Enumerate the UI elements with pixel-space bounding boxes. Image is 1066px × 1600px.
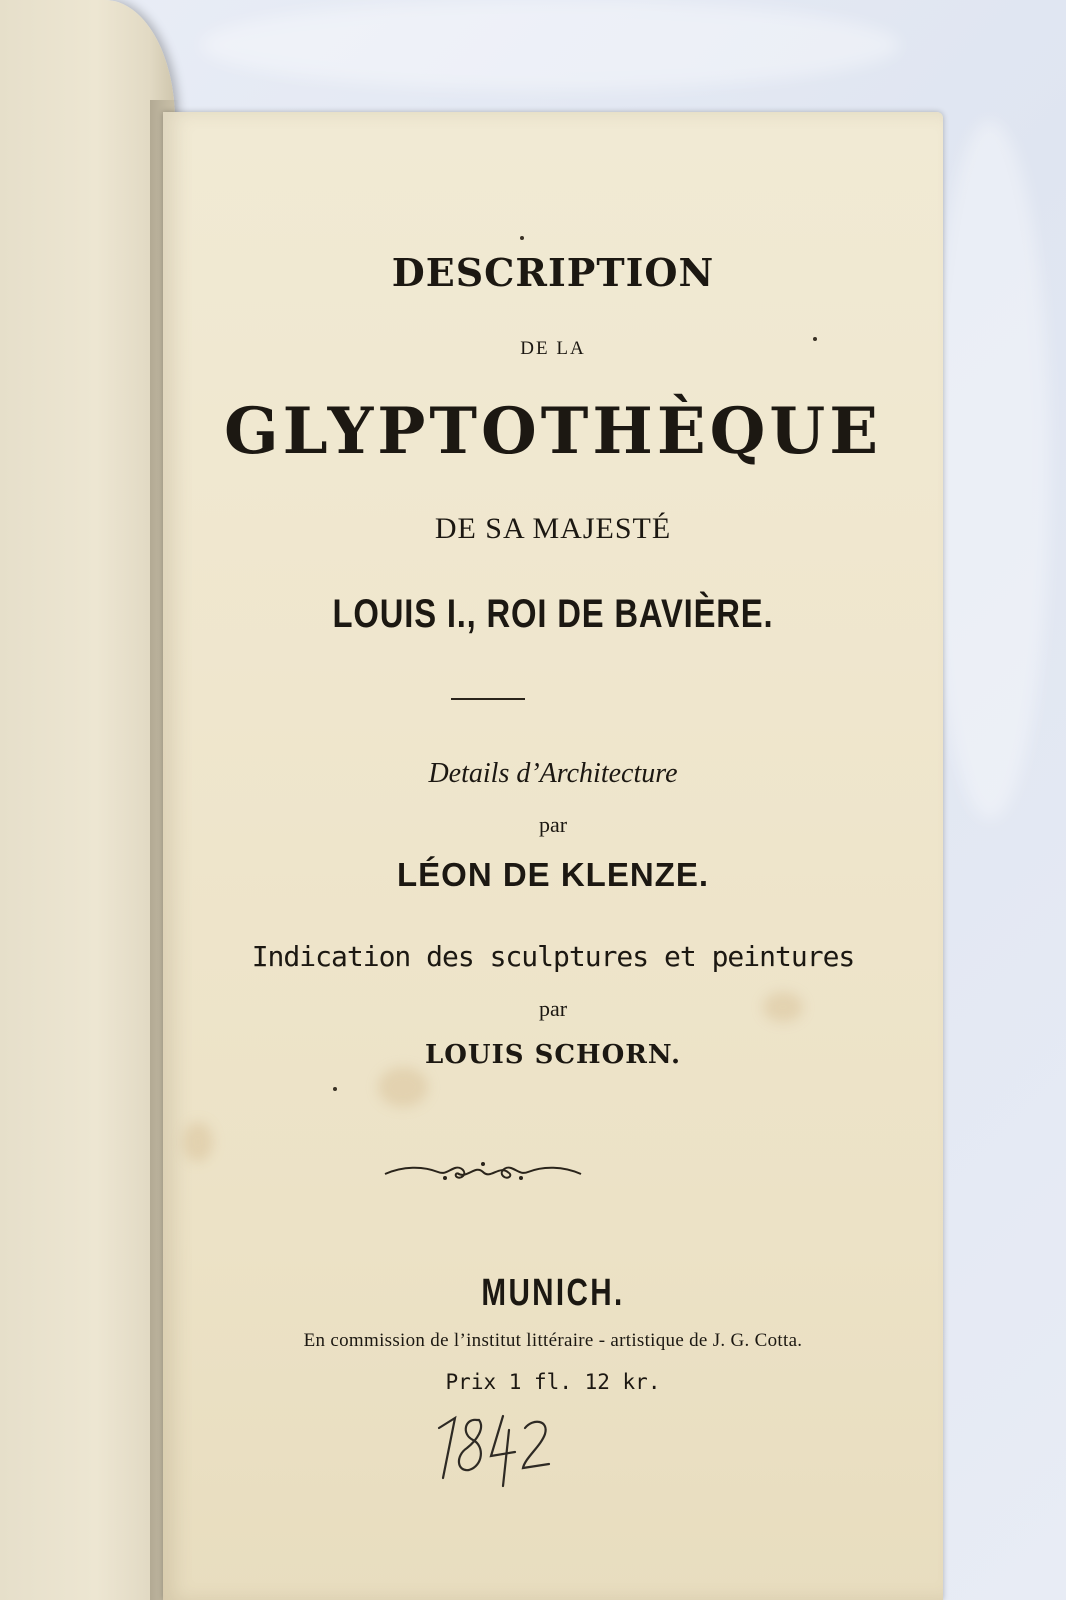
imprint-price: Prix 1 fl. 12 kr. [445,1370,661,1394]
cloth-highlight [200,0,900,90]
indication-subtitle: Indication des sculptures et peintures [251,940,855,973]
title-de-sa-majeste: DE SA MAJESTÉ [434,512,672,545]
title-rule [451,698,525,700]
title-page [163,112,943,1600]
by-label-2: par [538,996,568,1021]
title-louis-roi-de-baviere: LOUIS I., ROI DE BAVIÈRE. [332,592,774,636]
author-louis-schorn: LOUIS SCHORN. [424,1040,682,1070]
title-glyptotheque: GLYPTOTHÈQUE [224,394,882,469]
decorative-flourish-icon [383,1158,583,1188]
left-page [0,0,175,1600]
cloth-highlight [930,120,1050,820]
imprint-city: MUNICH. [481,1272,625,1314]
author-leon-de-klenze: LÉON DE KLENZE. [396,856,710,893]
ink-speck [333,1087,337,1091]
by-label-1: par [538,812,568,837]
foxing-stain [183,1122,213,1162]
title-description: DESCRIPTION [391,250,715,295]
details-architecture-subtitle: Details d’Architecture [428,758,678,789]
ink-speck [520,236,524,240]
handwritten-year [425,1406,565,1496]
imprint-publisher: En commission de l’institut littéraire - artistique de J. G. Cotta. [303,1330,803,1351]
title-de-la: DE LA [520,338,586,359]
foxing-stain [378,1067,428,1107]
